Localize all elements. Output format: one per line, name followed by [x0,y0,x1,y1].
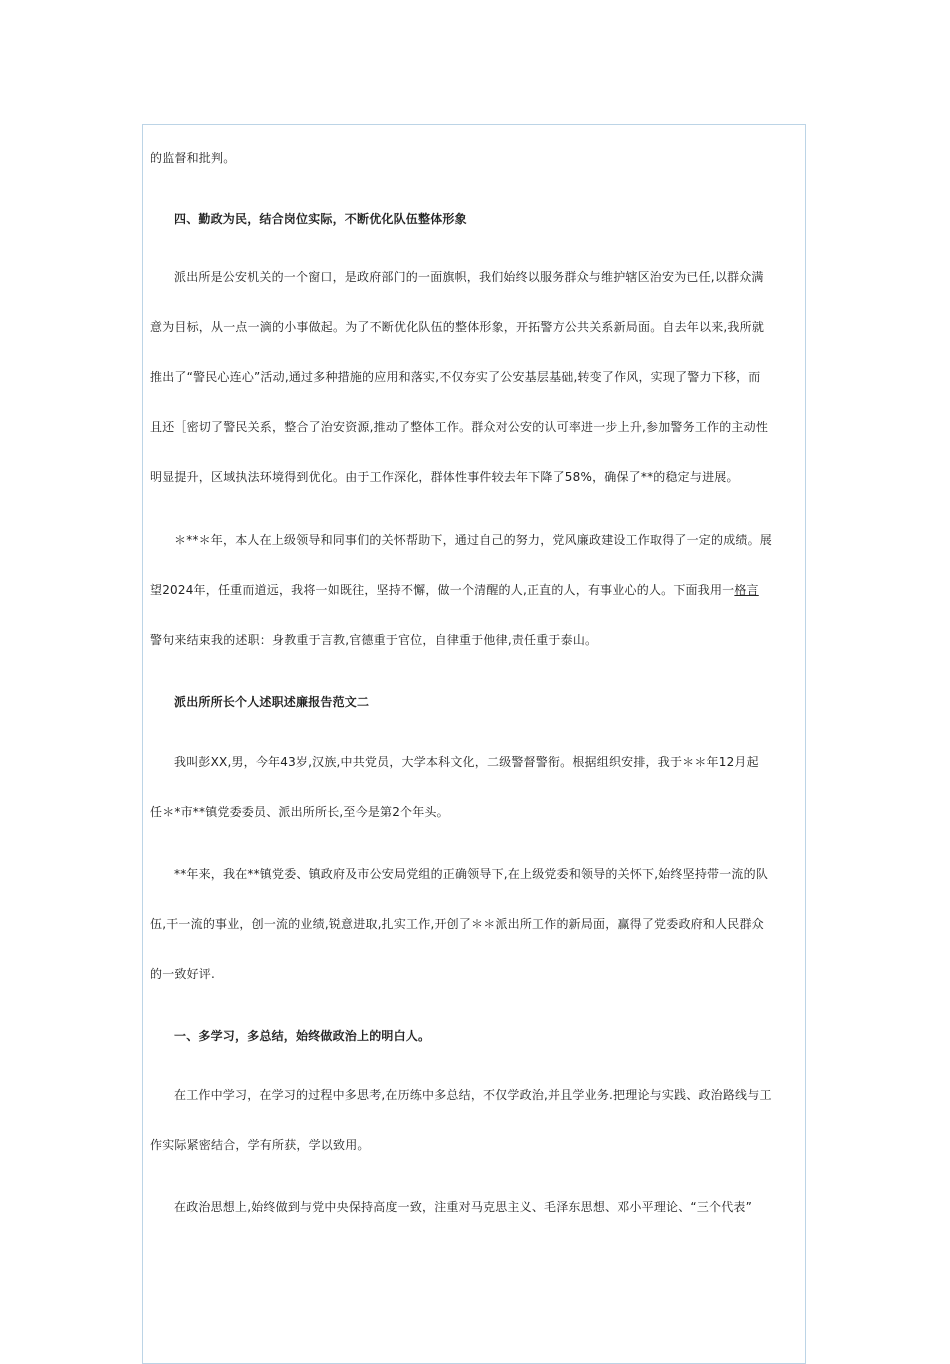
section-heading [174,1024,802,1049]
paragraph [150,146,802,171]
text-line: 的监督和批判。 [150,151,236,165]
paragraph-line [150,415,802,440]
paragraph-line [150,315,802,340]
text-line: 作实际紧密结合，学有所获，学以致用。 [150,1138,370,1152]
page-frame [142,124,806,1364]
paragraph-line [150,912,802,937]
paragraph [150,1195,802,1220]
text-line: **年来，我在**镇党委、镇政府及市公安局党组的正确领导下,在上级党委和领导的关怀下,始终坚持带一流的队 [174,867,769,881]
text-line: 且还［密切了警民关系，整合了治安资源,推动了整体工作。群众对公安的认可率进一步上升,参加警务工作的主动性 [150,420,769,434]
text-line: 推出了“警民心连心”活动,通过多种措施的应用和落实,不仅夯实了公安基层基础,转变了作风，实现了警力下移，而 [150,370,761,384]
paragraph [150,265,802,290]
paragraph-line [150,578,802,603]
text-line: ＊**＊年，本人在上级领导和同事们的关怀帮助下，通过自己的努力，党风廉政建设工作取得了一定的成绩。展 [174,533,773,547]
text-line: 意为目标，从一点一滴的小事做起。为了不断优化队伍的整体形象，开拓警方公共关系新局面。自去年以来,我所就 [150,320,765,334]
section-heading [174,690,802,715]
paragraph-line [150,465,802,490]
paragraph [150,528,802,553]
text-segment: 望2024年，任重而道远，我将一如既往，坚持不懈，做一个清醒的人,正直的人，有事业心的人。下面我用一 [150,583,735,597]
paragraph [150,1083,802,1108]
text-line [150,578,802,603]
paragraph-line [150,628,802,653]
paragraph [150,862,802,887]
paragraph-line [150,962,802,987]
section-heading [174,207,802,232]
text-line: 的一致好评. [150,967,216,981]
text-line: 明显提升，区域执法环境得到优化。由于工作深化，群体性事件较去年下降了58%，确保了**的稳定与进展。 [150,470,739,484]
text-line: 在工作中学习，在学习的过程中多思考,在历练中多总结，不仅学政治,并且学业务.把理论与实践、政治路线与工 [174,1088,772,1102]
heading-text: 一、多学习，多总结，始终做政治上的明白人。 [174,1029,431,1043]
text-line: 伍,干一流的事业，创一流的业绩,锐意进取,扎实工作,开创了＊＊派出所工作的新局面，赢得了党委政府和人民群众 [150,917,764,931]
text-line: 派出所是公安机关的一个窗口，是政府部门的一面旗帜，我们始终以服务群众与维护辖区治安为已任,以群众满 [174,270,764,284]
paragraph-line [150,1133,802,1158]
text-line: 任＊*市**镇党委委员、派出所所长,至今是第2个年头。 [150,805,449,819]
paragraph-line [150,800,802,825]
underlined-link[interactable]: 格言 [734,583,759,597]
heading-text: 四、勤政为民，结合岗位实际，不断优化队伍整体形象 [174,212,467,226]
paragraph-line [150,365,802,390]
text-line: 我叫彭XX,男，今年43岁,汉族,中共党员，大学本科文化，二级警督警衔。根据组织安排，我于＊＊年12月起 [174,755,759,769]
heading-text: 派出所所长个人述职述廉报告范文二 [174,695,370,709]
text-line: 在政治思想上,始终做到与党中央保持高度一致，注重对马克思主义、毛泽东思想、邓小平理论、“三个代表” [174,1200,753,1214]
text-line: 警句来结束我的述职：身教重于言教,官德重于官位，自律重于他律,责任重于泰山。 [150,633,598,647]
paragraph [150,750,802,775]
